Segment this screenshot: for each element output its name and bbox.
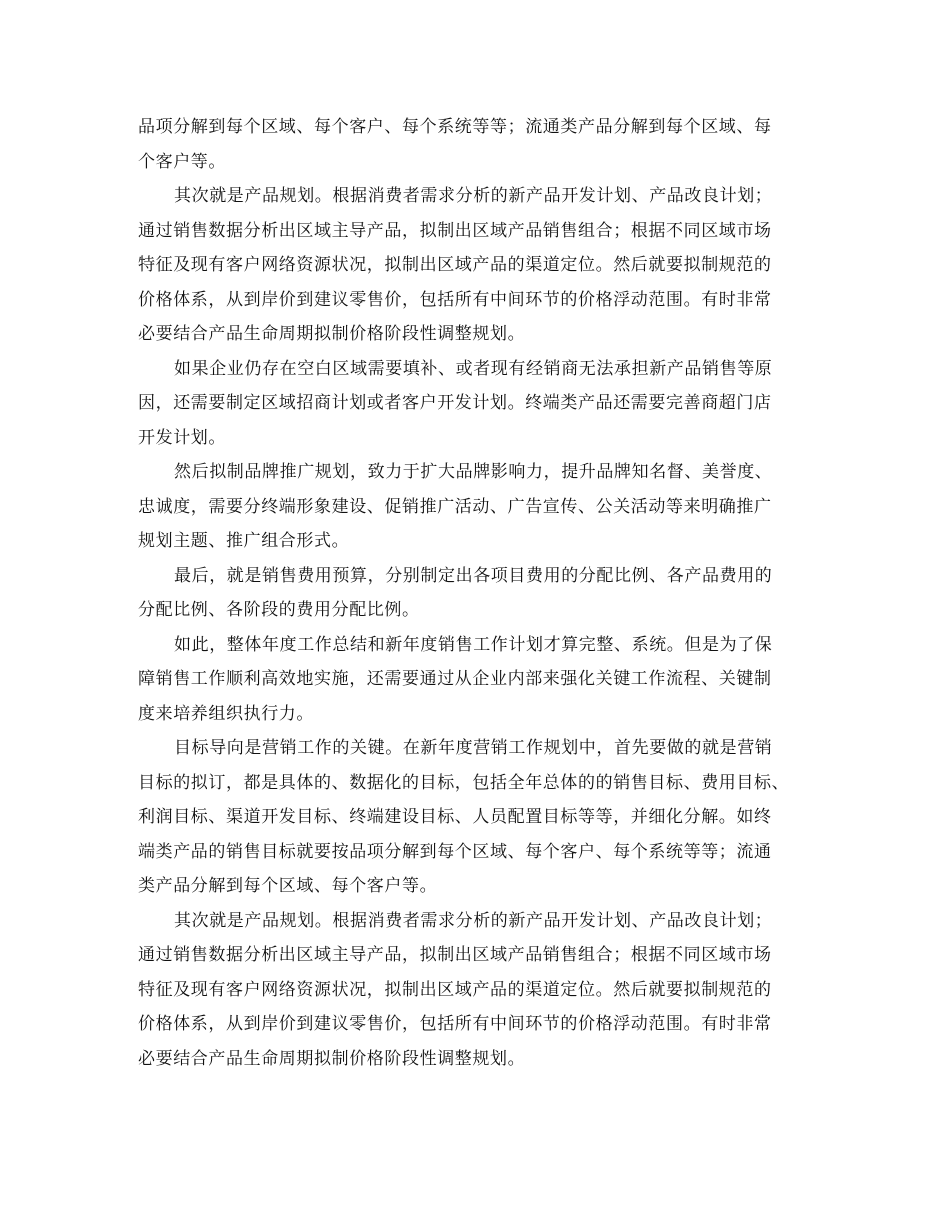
text-line: 端类产品的销售目标就要按品项分解到每个区域、每个客户、每个系统等等；流通 <box>138 841 772 862</box>
text-line: 障销售工作顺利高效地实施，还需要通过从企业内部来强化关键工作流程、关键制 <box>138 669 772 689</box>
text-line: 目标导向是营销工作的关键。在新年度营销工作规划中，首先要做的就是营销 <box>174 738 773 758</box>
text-line: 利润目标、渠道开发目标、终端建设目标、人员配置目标等等，并细化分解。如终 <box>138 807 772 827</box>
text-line: 因，还需要制定区域招商计划或者客户开发计划。终端类产品还需要完善商超门店 <box>138 393 772 413</box>
text-line: 如此，整体年度工作总结和新年度销售工作计划才算完整、系统。但是为了保 <box>174 634 773 655</box>
paragraph <box>138 628 814 732</box>
text-line: 品项分解到每个区域、每个客户、每个系统等等；流通类产品分解到每个区域、每 <box>138 117 772 137</box>
text-line: 特征及现有客户网络资源状况，拟制出区域产品的渠道定位。然后就要拟制规范的 <box>138 255 772 275</box>
text-line: 开发计划。 <box>138 427 226 448</box>
text-line: 通过销售数据分析出区域主导产品，拟制出区域产品销售组合；根据不同区域市场 <box>138 945 772 965</box>
text-line: 其次就是产品规划。根据消费者需求分析的新产品开发计划、产品改良计划； <box>174 186 773 206</box>
text-line: 价格体系，从到岸价到建议零售价，包括所有中间环节的价格浮动范围。有时非常 <box>138 289 772 310</box>
text-line: 目标的拟订，都是具体的、数据化的目标，包括全年总体的的销售目标、费用目标、 <box>138 772 790 793</box>
paragraph <box>138 559 814 628</box>
text-line: 价格体系，从到岸价到建议零售价，包括所有中间环节的价格浮动范围。有时非常 <box>138 1014 772 1034</box>
paragraph <box>138 352 814 456</box>
text-line: 忠诚度，需要分终端形象建设、促销推广活动、广告宣传、公关活动等来明确推广 <box>138 496 772 517</box>
text-line: 最后，就是销售费用预算，分别制定出各项目费用的分配比例、各产品费用的 <box>174 565 773 586</box>
document-body <box>138 110 814 1076</box>
text-line: 如果企业仍存在空白区域需要填补、或者现有经销商无法承担新产品销售等原 <box>174 358 773 379</box>
paragraph <box>138 731 814 904</box>
text-line: 通过销售数据分析出区域主导产品，拟制出区域产品销售组合；根据不同区域市场 <box>138 220 772 241</box>
text-line: 其次就是产品规划。根据消费者需求分析的新产品开发计划、产品改良计划； <box>174 910 773 931</box>
text-line: 个客户等。 <box>138 151 226 172</box>
text-line: 特征及现有客户网络资源状况，拟制出区域产品的渠道定位。然后就要拟制规范的 <box>138 979 772 1000</box>
text-line: 必要结合产品生命周期拟制价格阶段性调整规划。 <box>138 1048 526 1069</box>
text-line: 然后拟制品牌推广规划，致力于扩大品牌影响力，提升品牌知名督、美誉度、 <box>174 462 773 482</box>
text-line: 规划主题、推广组合形式。 <box>138 531 350 551</box>
text-line: 必要结合产品生命周期拟制价格阶段性调整规划。 <box>138 324 526 344</box>
text-line: 度来培养组织执行力。 <box>138 703 314 724</box>
paragraph <box>138 455 814 559</box>
paragraph <box>138 179 814 352</box>
paragraph <box>138 904 814 1077</box>
text-line: 类产品分解到每个区域、每个客户等。 <box>138 876 438 896</box>
paragraph <box>138 110 814 179</box>
text-line: 分配比例、各阶段的费用分配比例。 <box>138 600 420 620</box>
